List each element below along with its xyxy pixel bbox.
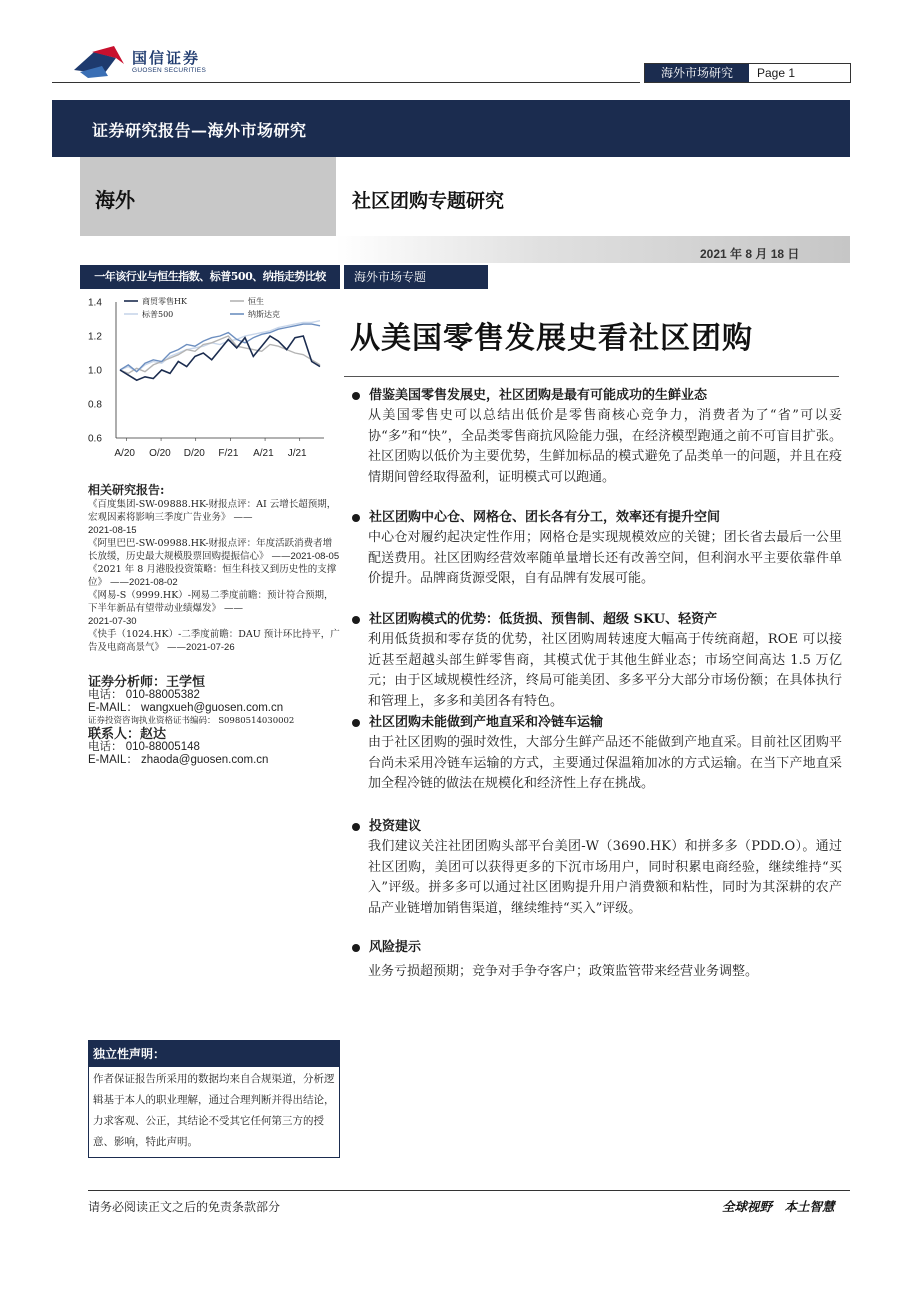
- x-tick-label: A/21: [253, 448, 274, 459]
- related-item[interactable]: 《快手（1024.HK）-二季度前瞻：DAU 预计环比持平，广告及电商高景气》 ——2021-07-26: [88, 629, 340, 653]
- bullet-icon: [352, 944, 360, 952]
- main-title: 从美国零售发展史看社区团购: [350, 321, 753, 356]
- header-tag: 海外市场研究: [645, 64, 749, 82]
- bullet-point: [352, 938, 842, 983]
- x-tick-label: D/20: [183, 448, 205, 459]
- related-reports: [88, 484, 340, 654]
- y-tick-label: 1.2: [88, 331, 102, 343]
- header-rule: [52, 82, 640, 83]
- analyst-email[interactable]: E-MAIL： wangxueh@guosen.com.cn: [88, 702, 284, 714]
- footer-disclaimer[interactable]: 请务必阅读正文之后的免责条款部分: [88, 1200, 281, 1214]
- chart-caption: 一年该行业与恒生指数、标普500、纳指走势比较: [80, 265, 340, 289]
- bullet-point: [352, 817, 842, 919]
- related-list: [88, 498, 340, 654]
- series-line: [120, 336, 320, 373]
- legend-label: 恒生: [248, 297, 264, 306]
- bullet-body: 由于社区团购的强时效性，大部分生鲜产品还不能做到产地直采。目前社区团购平台尚未采用冷链车运输的方式，主要通过保温箱加冰的方式运输。在当下产地直采加全程冷链的做法在规模化和经济性上存在挑战。: [368, 735, 842, 791]
- analyst-block: [88, 676, 340, 767]
- analyst-name: 证券分析师：王学恒: [88, 675, 206, 690]
- x-tick-label: J/21: [287, 448, 307, 459]
- legend-label: 商贸零售HK: [142, 297, 187, 306]
- declaration-body: 作者保证报告所采用的数据均来自合规渠道，分析逻辑基于本人的职业理解，通过合理判断并得出结论，力求客观、公正，其结论不受其它任何第三方的授意、影响，特此声明。: [93, 1073, 335, 1148]
- y-tick-label: 0.6: [88, 433, 102, 445]
- bullet-icon: [352, 392, 360, 400]
- topic-tag: 海外市场专题: [344, 265, 488, 289]
- bullet-icon: [352, 823, 360, 831]
- brand-name-cn: 国信证券: [132, 49, 201, 67]
- brand-name-en: GUOSEN SECURITIES: [132, 67, 207, 74]
- bullet-heading: 社区团购模式的优势：低货损、预售制、超级 SKU、轻资产: [369, 612, 718, 627]
- series-line: [120, 324, 320, 372]
- related-item[interactable]: 《网易-S（9999.HK）-网易二季度前瞻：预计符合预期，下半年新品有望带动业绩爆发》 —— 2021-07-30: [88, 590, 334, 627]
- contact-email[interactable]: E-MAIL： zhaoda@guosen.com.cn: [88, 754, 269, 766]
- bullet-body: 中心仓对履约起决定性作用；网格仓是实现规模效应的关键；团长省去最后一公里配送费用。社区团购经营效率随单量增长还有改善空间，但利润水平主要依靠件单价提升。品牌商货源受限，自有品牌有发展可能。: [368, 530, 842, 586]
- related-item[interactable]: 《阿里巴巴-SW-09988.HK-财报点评：年度活跃消费者增长放缓，历史最大规模股票回购提振信心》 ——2021-08-05: [88, 538, 340, 562]
- footer-rule: [88, 1190, 850, 1191]
- bullet-heading: 借鉴美国零售发展史，社区团购是最有可能成功的生鲜业态: [369, 388, 708, 403]
- bullet-point: [352, 508, 842, 590]
- footer-slogan: 全球视野 本土智慧: [722, 1199, 835, 1214]
- series-line: [120, 336, 320, 380]
- bullet-body: 业务亏损超预期；竞争对手争夺客户；政策监管带来经营业务调整。: [368, 964, 759, 979]
- x-tick-label: A/20: [114, 448, 135, 459]
- legend-label: 纳斯达克: [248, 310, 280, 319]
- title-rule: [344, 376, 839, 377]
- x-tick-label: O/20: [149, 448, 171, 459]
- bullet-heading: 风险提示: [369, 940, 422, 955]
- bullet-body: 我们建议关注社团团购头部平台美团-W（3690.HK）和拼多多（PDD.O）。通过社区团购，美团可以获得更多的下沉市场用户，同时积累电商经验，继续维持“买入”评级。拼多多可以通过社区团购提升用户消费额和粘性，同时为其深耕的农产品产业链增加销售渠道，继续维持“买入”评级。: [368, 839, 842, 916]
- bullet-point: [352, 386, 842, 488]
- page-number: Page 1: [757, 66, 796, 80]
- performance-chart: [80, 292, 340, 462]
- bullet-body: 从美国零售史可以总结出低价是零售商核心竞争力，消费者为了“省”可以妥协“多”和“快”，全品类零售商抗风险能力强，在经济模型跑通之前不可盲目扩张。社区团购以低价为主要优势，生鲜加标品的模式避免了品类单一的问题，并且在疫情期间曾经取得盈利，证明模式可以跑通。: [368, 408, 842, 485]
- declaration-heading: 独立性声明：: [89, 1041, 339, 1067]
- header-page-box: [644, 63, 851, 83]
- bullet-body: 利用低货损和零存货的优势，社区团购周转速度大幅高于传统商超，ROE 可以接近甚至超越头部生鲜零售商，其模式优于其他生鲜业态；市场空间高达 1.5 万亿元；由于区域规模性经济，终局可能美团、多多平分大部分市场份额；在具体执行和管理上，多多和美团各有特色。: [368, 632, 842, 709]
- legend-label: 标普500: [142, 310, 174, 319]
- x-tick-label: F/21: [218, 448, 239, 459]
- analyst-phone: 电话： 010-88005382: [88, 689, 200, 701]
- related-item[interactable]: 《2021 年 8 月港股投资策略：恒生科技又到历史性的支撑位》 ——2021-08-02: [88, 564, 337, 588]
- bullet-heading: 社区团购未能做到产地直采和冷链车运输: [369, 715, 604, 730]
- y-tick-label: 0.8: [88, 399, 102, 411]
- bullet-icon: [352, 719, 360, 727]
- bullet-icon: [352, 616, 360, 624]
- contact-phone: 电话： 010-88005148: [88, 741, 200, 753]
- report-date: 2021 年 8 月 18 日: [700, 247, 800, 261]
- related-item[interactable]: 《百度集团-SW-09888.HK-财报点评：AI 云增长超预期，宏观因素将影响三季度广告业务》 —— 2021-08-15: [88, 499, 337, 536]
- bullet-heading: 社区团购中心仓、网格仓、团长各有分工，效率还有提升空间: [369, 510, 721, 525]
- section-region: 海外: [95, 188, 135, 212]
- related-heading: 相关研究报告:: [88, 483, 165, 497]
- y-tick-label: 1.0: [88, 365, 102, 377]
- bullet-point: [352, 713, 842, 795]
- bullet-heading: 投资建议: [369, 819, 422, 834]
- bullet-icon: [352, 514, 360, 522]
- analyst-cert: 证券投资咨询执业资格证书编码： S0980514030002: [88, 716, 295, 726]
- contact-name: 联系人：赵达: [88, 727, 167, 742]
- y-tick-label: 1.4: [88, 297, 102, 309]
- report-type: 证券研究报告—海外市场研究: [92, 121, 307, 140]
- bullet-point: [352, 610, 842, 712]
- section-topic: 社区团购专题研究: [352, 190, 505, 212]
- independence-declaration: [88, 1040, 340, 1158]
